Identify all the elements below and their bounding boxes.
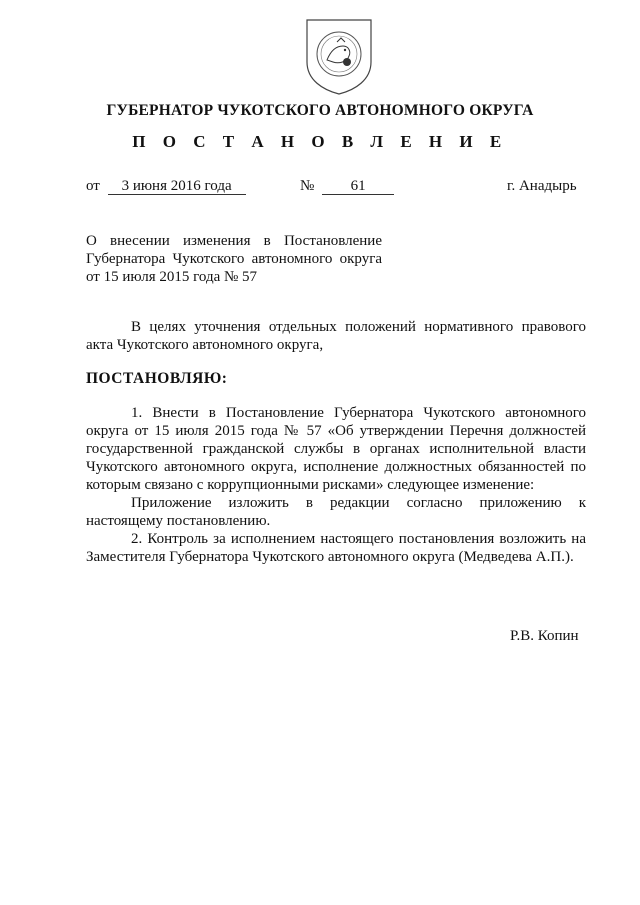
subject-line: О внесении изменения в Постановление	[86, 233, 382, 249]
number-prefix: №	[300, 178, 315, 194]
date-value: 3 июня 2016 года	[108, 178, 246, 195]
signature: Р.В. Копин	[510, 628, 579, 644]
preamble: В целях уточнения отдельных положений нормативного правового акта Чукотского автономного округа,	[86, 319, 586, 353]
place: г. Анадырь	[507, 178, 577, 194]
document-subject	[86, 232, 382, 286]
decree-body	[86, 404, 586, 566]
decree-heading: ПОСТАНОВЛЯЮ:	[86, 370, 228, 387]
coat-of-arms-icon	[303, 16, 375, 96]
subject-line: от 15 июля 2015 года № 57	[86, 269, 258, 285]
subject-line: Губернатора Чукотского автономного округа	[86, 251, 382, 267]
document-type: П О С Т А Н О В Л Е Н И Е	[132, 132, 508, 151]
paragraph: Приложение изложить в редакции согласно приложению к настоящему постановлению.	[86, 495, 586, 529]
date-prefix: от	[86, 178, 100, 194]
authority-title: ГУБЕРНАТОР ЧУКОТСКОГО АВТОНОМНОГО ОКРУГА	[106, 102, 534, 119]
paragraph: 1. Внести в Постановление Губернатора Чукотского автономного округа от 15 июля 2015 года № 57 «Об утверждении Перечня должностей государственной гражданской службы в органах исполнительной власти Чукотского автономного округа, исполнение должностных обязанностей по которым связано с коррупционными рисками» следующее изменение:	[86, 405, 586, 493]
number-value: 61	[322, 178, 394, 195]
date-field	[86, 178, 246, 195]
paragraph: 2. Контроль за исполнением настоящего постановления возложить на Заместителя Губернатора Чукотского автономного округа (Медведева А.П.).	[86, 531, 586, 565]
number-field	[300, 178, 394, 195]
